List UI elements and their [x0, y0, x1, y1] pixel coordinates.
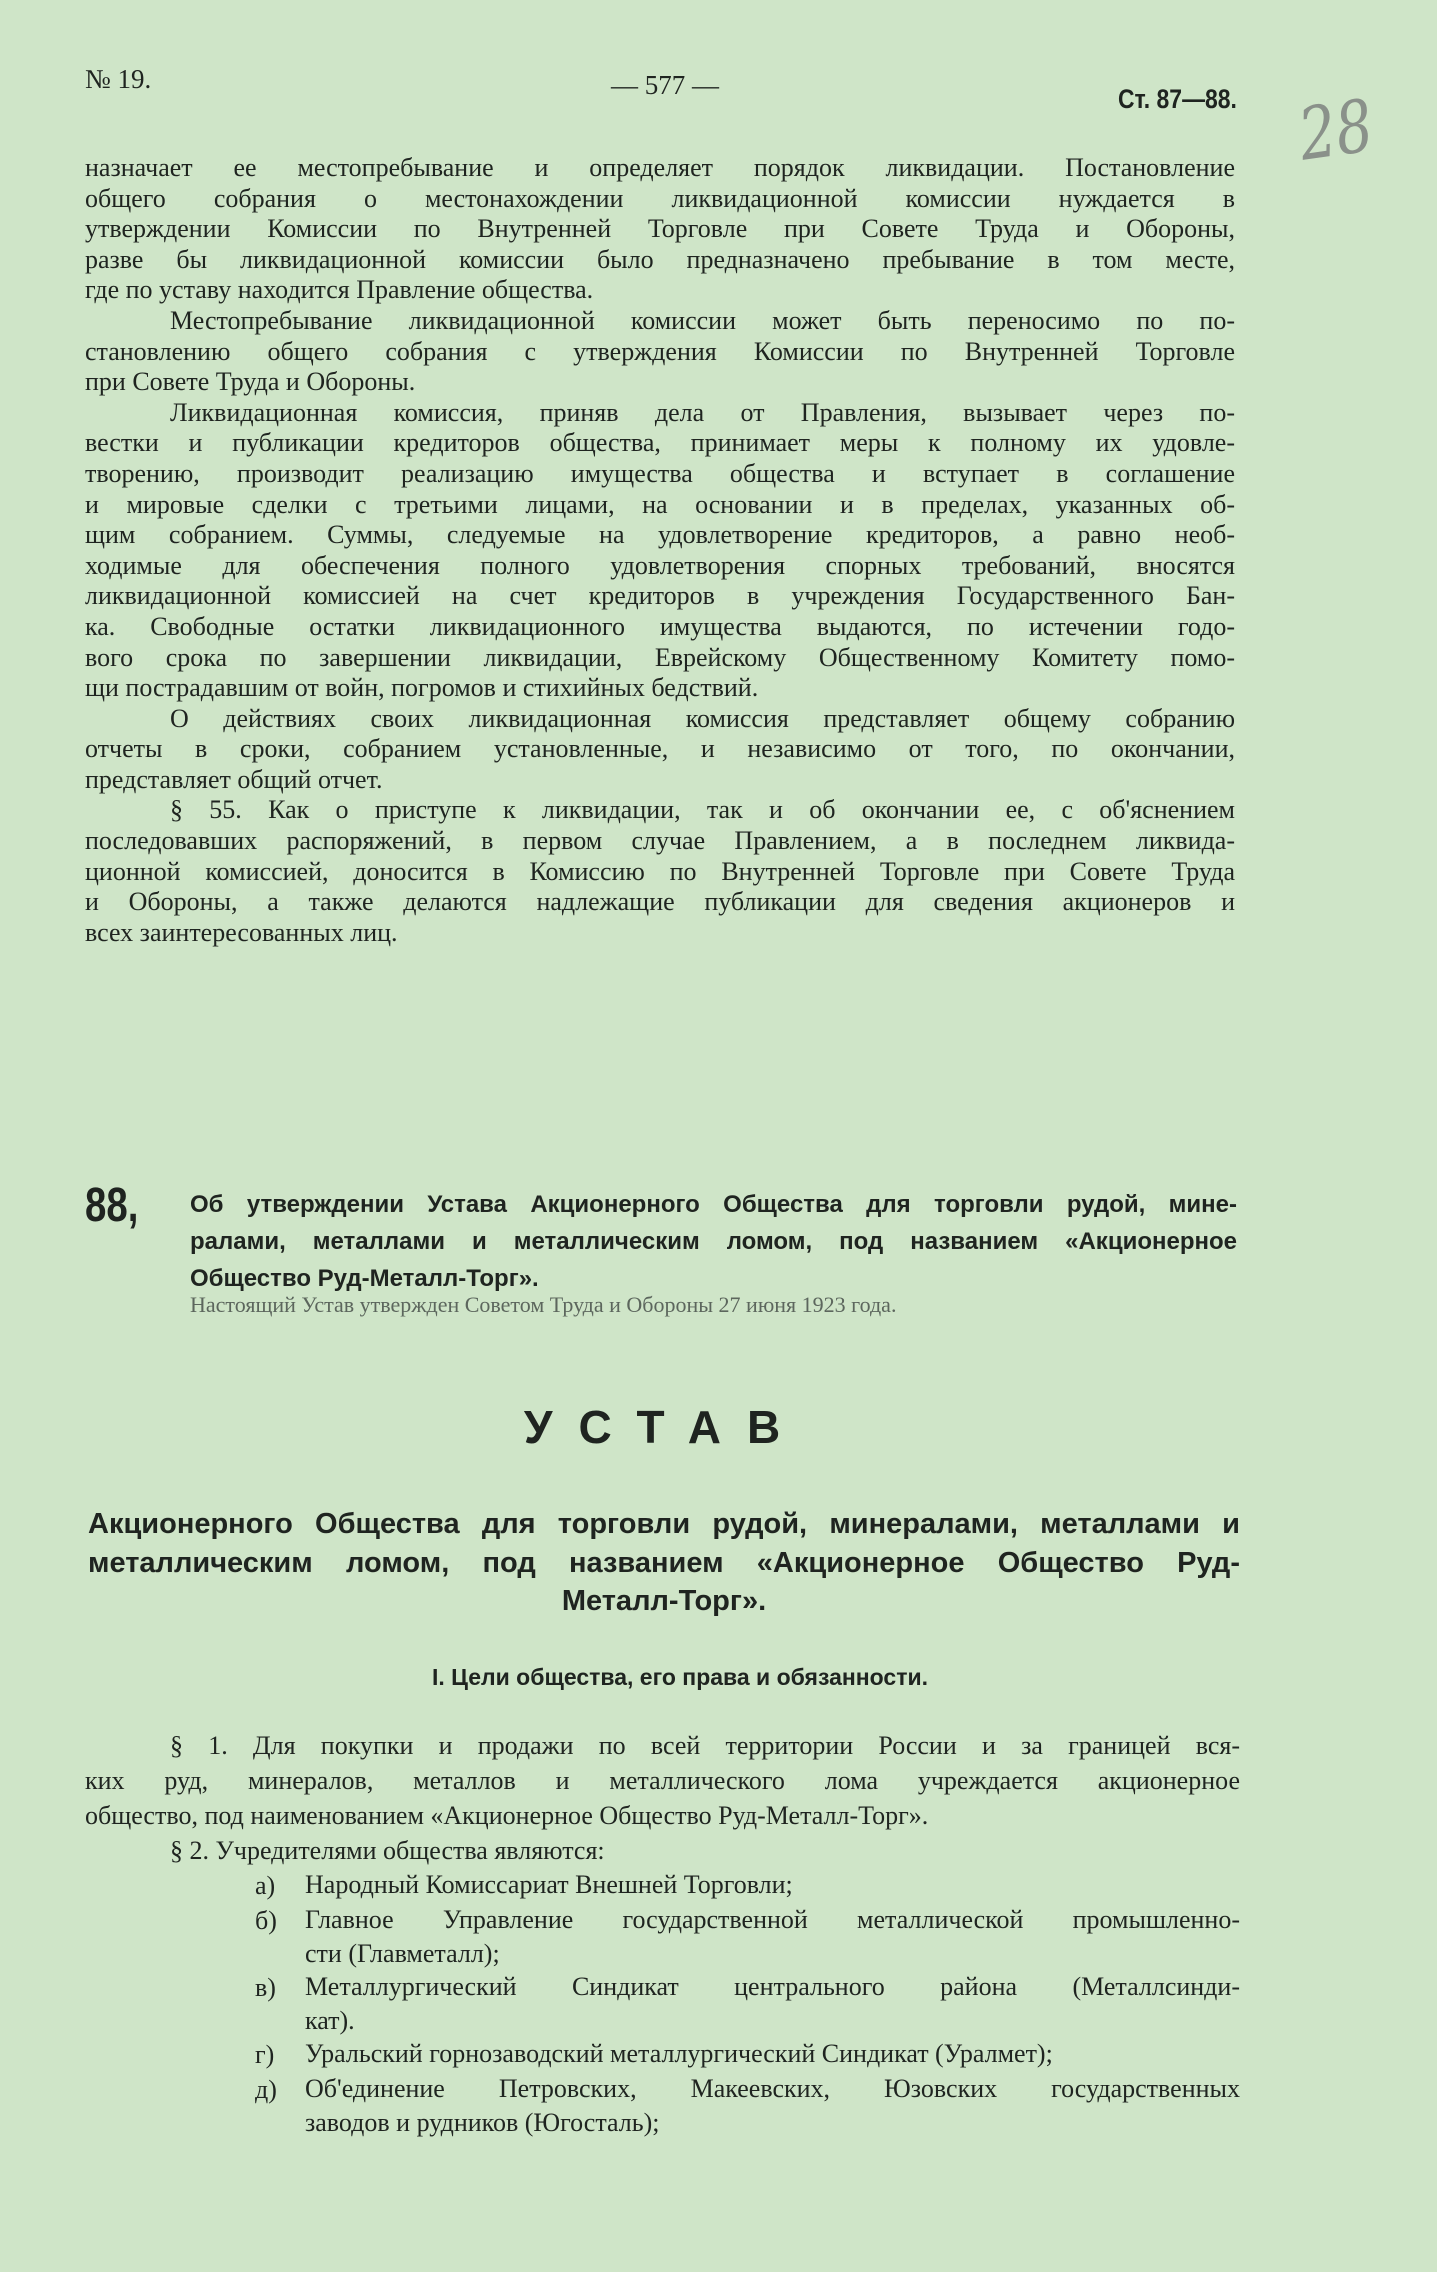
- founder-letter: г): [255, 2040, 275, 2069]
- act-approval-note: Настоящий Устав утвержден Советом Труда и Обороны 27 июня 1923 года.: [190, 1292, 897, 1317]
- founder-text: [305, 2037, 1240, 2072]
- subtitle-line: Металл-Торг».: [561, 1585, 767, 1617]
- act-title-line: Общество Руд-Металл-Торг».: [190, 1265, 539, 1292]
- text-line: щим собранием. Суммы, следуемые на удовлетворение кредиторов, а равно необ-: [85, 520, 1235, 550]
- founder-text: [305, 2072, 1240, 2139]
- text-line: § 2. Учредителями общества являются:: [170, 1836, 605, 1865]
- paragraph: [85, 704, 1235, 796]
- charter-paragraphs: [85, 1728, 1240, 1868]
- text-line: и Обороны, а также делаются надлежащие публикации для сведения акционеров и: [85, 887, 1235, 917]
- text-line: вестки и публикации кредиторов общества, принимает меры к полному их удовле-: [85, 428, 1235, 458]
- paragraph: [85, 306, 1235, 398]
- text-line: Ликвидационная комиссия, приняв дела от Правления, вызывает через по-: [170, 397, 1235, 427]
- subtitle-line: металлическим ломом, под названием «Акционерное Общество Руд-: [88, 1546, 1240, 1579]
- text-line: Уральский горнозаводский металлургический Синдикат (Уралмет);: [305, 2039, 1053, 2068]
- founder-item: [255, 1868, 1240, 1903]
- paragraph: [85, 153, 1235, 306]
- paragraph: [85, 1833, 1240, 1868]
- text-line: Местопребывание ликвидационной комиссии может быть переносимо по по-: [170, 305, 1235, 335]
- founder-item: [255, 1903, 1240, 1970]
- founder-letter: в): [255, 1973, 276, 2002]
- text-line: последовавших распоряжений, в первом случае Правлением, а в последнем ликвида-: [85, 826, 1235, 856]
- text-line: сти (Главметалл);: [305, 1938, 500, 1968]
- founder-item: [255, 2072, 1240, 2139]
- text-line: всех заинтересованных лиц.: [85, 917, 398, 947]
- charter-title: УСТАВ: [523, 1401, 807, 1453]
- text-line: ких руд, минералов, металлов и металлического лома учреждается акционерное: [85, 1766, 1240, 1795]
- founder-letter: д): [255, 2075, 277, 2104]
- text-line: кат).: [305, 2005, 355, 2035]
- text-line: заводов и рудников (Югосталь);: [305, 2107, 660, 2137]
- text-line: § 55. Как о приступе к ликвидации, так и об окончании ее, с об'яснением: [170, 795, 1235, 825]
- text-line: творению, производит реализацию имущества общества и вступает в соглашение: [85, 458, 1235, 488]
- text-line: Об'единение Петровских, Макеевских, Юзовских государственных: [305, 2074, 1240, 2103]
- subtitle-line: Акционерного Общества для торговли рудой, минералами, металлами и: [88, 1508, 1240, 1540]
- article-range: Ст. 87—88.: [1118, 84, 1237, 114]
- act-title-line: Об утверждении Устава Акционерного Общества для торговли рудой, мине-: [190, 1191, 1237, 1218]
- text-line: разве бы ликвидационной комиссии было предназначено пребывание в том месте,: [85, 244, 1235, 274]
- act-title-line: ралами, металлами и металлическим ломом, под названием «Акционерное: [190, 1228, 1237, 1255]
- text-line: представляет общий отчет.: [85, 764, 383, 794]
- section-heading: I. Цели общества, его права и обязанности.: [432, 1664, 928, 1690]
- paragraph: [85, 1728, 1240, 1833]
- text-line: ционной комиссией, доносится в Комиссию по Внутренней Торговле при Совете Труда: [85, 856, 1235, 886]
- text-line: Главное Управление государственной металлической промышленно-: [305, 1905, 1240, 1934]
- text-line: при Совете Труда и Обороны.: [85, 367, 416, 397]
- issue-number: № 19.: [85, 64, 152, 94]
- text-line: О действиях своих ликвидационная комиссия представляет общему собранию: [170, 703, 1235, 733]
- charter-subtitle: [88, 1505, 1240, 1621]
- founder-letter: а): [255, 1871, 276, 1900]
- founder-text: [305, 1868, 1240, 1903]
- text-line: Народный Комиссариат Внешней Торговли;: [305, 1870, 793, 1899]
- continued-text: [85, 153, 1235, 948]
- founder-text: [305, 1903, 1240, 1970]
- founder-item: [255, 1970, 1240, 2037]
- text-line: отчеты в сроки, собранием установленные, и независимо от того, по окончании,: [85, 734, 1235, 764]
- founders-list: [255, 1868, 1240, 2139]
- founder-letter: б): [255, 1906, 277, 1935]
- page-number: — 577 —: [611, 70, 719, 100]
- text-line: вого срока по завершении ликвидации, Еврейскому Общественному Комитету помо-: [85, 642, 1235, 672]
- text-line: ка. Свободные остатки ликвидационного имущества выдаются, по истечении годо-: [85, 611, 1235, 641]
- founder-item: [255, 2037, 1240, 2072]
- text-line: и мировые сделки с третьими лицами, на основании и в пределах, указанных об-: [85, 489, 1235, 519]
- handwritten-folio-number: 28: [1293, 83, 1378, 177]
- text-line: Металлургический Синдикат центрального района (Металлсинди-: [305, 1972, 1240, 2001]
- founder-text: [305, 1970, 1240, 2037]
- text-line: общего собрания о местонахождении ликвидационной комиссии нуждается в: [85, 183, 1235, 213]
- text-line: назначает ее местопребывание и определяет порядок ликвидации. Постановление: [85, 153, 1235, 182]
- act-title: [190, 1186, 1237, 1297]
- paragraph: [85, 795, 1235, 948]
- text-line: щи пострадавшим от войн, погромов и стихийных бедствий.: [85, 673, 759, 703]
- text-line: общество, под наименованием «Акционерное Общество Руд-Металл-Торг».: [85, 1801, 929, 1830]
- act-number: 88,: [85, 1179, 139, 1232]
- text-line: ликвидационной комиссией на счет кредиторов в учреждения Государственного Бан-: [85, 581, 1235, 611]
- text-line: ходимые для обеспечения полного удовлетворения спорных требований, вносятся: [85, 550, 1235, 580]
- text-line: где по уставу находится Правление общества.: [85, 275, 594, 305]
- text-line: § 1. Для покупки и продажи по всей территории России и за границей вся-: [170, 1731, 1240, 1760]
- text-line: утверждении Комиссии по Внутренней Торговле при Совете Труда и Обороны,: [85, 214, 1235, 244]
- paragraph: [85, 398, 1235, 704]
- text-line: становлению общего собрания с утверждения Комиссии по Внутренней Торговле: [85, 336, 1235, 366]
